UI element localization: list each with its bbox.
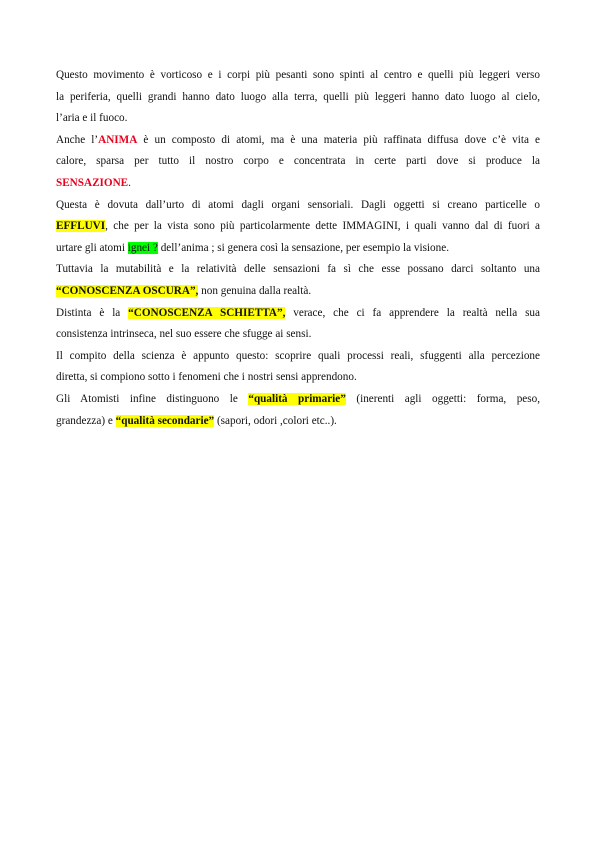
term-conoscenza-schietta: “CONOSCENZA SCHIETTA”, xyxy=(128,306,286,319)
p1-line-3: l’aria e il fuoco. xyxy=(56,112,128,125)
p3-line-3 xyxy=(56,238,540,260)
highlight-ignei: ignei ? xyxy=(127,241,158,254)
p2-text: . xyxy=(128,176,131,189)
p1-line-1: Questo movimento è vorticoso e i corpi più pesanti sono spinti al centro e quelli più leggeri verso xyxy=(56,69,540,81)
term-sensazione: SENSAZIONE xyxy=(56,176,129,189)
term-effluvi: EFFLUVI xyxy=(56,220,106,233)
p5-line-2: consistenza intrinseca, nel suo essere che sfugge ai sensi. xyxy=(56,328,312,341)
term-anima: ANIMA xyxy=(98,133,138,146)
p6-line-1: Il compito della scienza è appunto questo: scoprire quali processi reali, sfuggenti alla percezione xyxy=(56,349,540,362)
p7-line-2 xyxy=(56,411,540,433)
p5-text: Distinta è la xyxy=(56,306,129,319)
term-qualita-secondarie: “qualità secondarie” xyxy=(115,414,215,427)
p1-line-2: la periferia, quelli grandi hanno dato luogo alla terra, quelli più leggeri hanno dato luogo al cielo, xyxy=(56,90,540,103)
p4-line-1: Tuttavia la mutabilità e la relatività delle sensazioni fa sì che esse possano darci soltanto una xyxy=(56,263,540,276)
p2-line-1 xyxy=(56,130,540,152)
p7-text: (sapori, odori ,colori etc..). xyxy=(214,414,337,427)
p7-text: grandezza) e xyxy=(56,414,116,427)
p4-text: non genuina dalla realtà. xyxy=(198,284,312,297)
p7-text: Gli Atomisti infine distinguono le xyxy=(56,392,249,405)
p7-text: (inerenti agli oggetti: forma, peso, xyxy=(345,392,541,405)
p7-line-1 xyxy=(56,389,540,411)
term-conoscenza-oscura: “CONOSCENZA OSCURA”, xyxy=(56,284,199,297)
p6-line-2: diretta, si compiono sotto i fenomeni che i nostri sensi apprendono. xyxy=(56,371,357,384)
p3-text: urtare gli atomi xyxy=(56,241,128,254)
document-body xyxy=(56,65,540,432)
p5-line-1 xyxy=(56,303,540,325)
p4-line-2 xyxy=(56,281,540,303)
p5-text: verace, che ci fa apprendere la realtà nella sua xyxy=(285,306,540,319)
p3-line-1: Questa è dovuta dall’urto di atomi dagli organi sensoriali. Dagli oggetti si creano particelle o xyxy=(56,198,540,211)
p2-text: Anche l’ xyxy=(56,133,99,146)
p3-text: dell’anima ; si genera così la sensazione, per esempio la visione. xyxy=(157,241,449,254)
p2-line-3 xyxy=(56,173,540,195)
p2-text: è un composto di atomi, ma è una materia più raffinata diffusa dove c’è vita e xyxy=(137,133,540,146)
term-qualita-primarie: “qualità primarie” xyxy=(248,392,346,405)
p3-text: , che per la vista sono più particolarmente dette IMMAGINI, i quali vanno dal di fuori a xyxy=(105,220,540,233)
p3-line-2 xyxy=(56,216,540,238)
p2-line-2: calore, sparsa per tutto il nostro corpo e concentrata in certe parti dove si produce la xyxy=(56,155,540,168)
